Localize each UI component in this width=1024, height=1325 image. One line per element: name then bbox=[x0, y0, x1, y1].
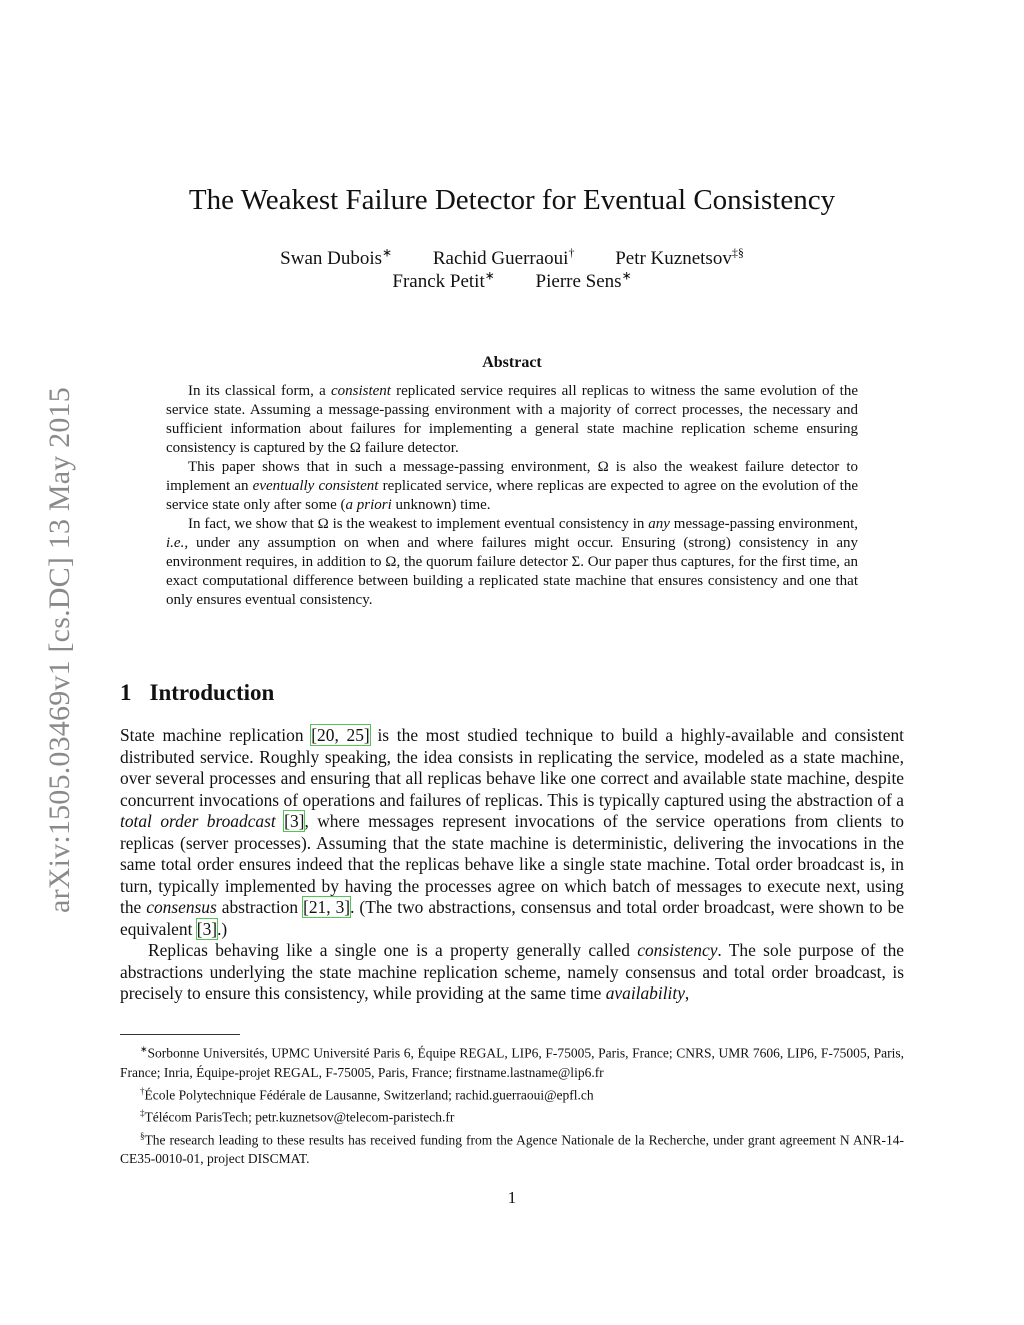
emphasis: eventually consistent bbox=[252, 478, 379, 494]
section-heading bbox=[120, 680, 274, 706]
citation-link[interactable]: [21, 3] bbox=[303, 897, 351, 917]
body-paragraph bbox=[120, 725, 904, 940]
text-run: .) bbox=[217, 918, 228, 939]
text-run: . (The two abstractions, consensus and total order broadcast, were shown to be equivalent bbox=[120, 897, 905, 939]
author-name: Rachid Guerraoui bbox=[432, 248, 569, 270]
paper-title: The Weakest Failure Detector for Eventual Consistency bbox=[188, 184, 836, 216]
text-run: . The sole purpose of the abstractions underlying the state machine replication scheme, namely consensus and total order broadcast, is precisely to ensure this consistency, while providing at the same time bbox=[120, 940, 904, 1003]
footnote-divider bbox=[120, 1034, 240, 1035]
author-mark: ∗ bbox=[621, 269, 632, 283]
abstract-paragraph bbox=[166, 382, 858, 458]
abstract-paragraph bbox=[166, 515, 858, 610]
author-mark: ∗ bbox=[382, 246, 393, 260]
author-name: Swan Dubois bbox=[280, 248, 383, 270]
emphasis: a priori bbox=[345, 497, 392, 513]
footnote-text: École Polytechnique Fédérale de Lausanne, Switzerland; rachid.guerraoui@epfl.ch bbox=[144, 1087, 594, 1102]
abstract-paragraph bbox=[166, 458, 858, 515]
text-run: , under any assumption on when and where failures might occur. Ensuring (strong) consistency in any environment requires, in addition to Ω, the quorum failure detector Σ. Our paper thus captures, for the first time, an exact computational difference between building a replicated state machine that ensures consistency and one that only ensures eventual consistency. bbox=[166, 535, 858, 608]
text-run: In fact, we show that Ω is the weakest to implement eventual consistency in bbox=[188, 516, 649, 532]
body-paragraph bbox=[120, 940, 904, 1005]
arxiv-stamp-text: arXiv:1505.03469v1 [cs.DC] 13 May 2015 bbox=[43, 387, 77, 913]
footnote-text: Télécom ParisTech; petr.kuznetsov@telecom-paristech.fr bbox=[144, 1109, 455, 1125]
text-run: State machine replication bbox=[120, 725, 312, 745]
author-mark: ∗ bbox=[484, 269, 495, 283]
citation-link[interactable]: [3] bbox=[284, 811, 305, 831]
author-mark: † bbox=[568, 246, 575, 260]
footnote-text: The research leading to these results has received funding from the Agence Nationale de la Recherche, under grant agreement N ANR-14-CE35-0010-01, project DISCMAT. bbox=[120, 1132, 904, 1166]
text-run: In its classical form, a bbox=[188, 383, 331, 399]
arxiv-stamp bbox=[40, 340, 80, 960]
author-name: Pierre Sens bbox=[535, 271, 622, 293]
footnote bbox=[120, 1082, 904, 1105]
body-text bbox=[120, 725, 904, 1005]
text-run: replicated service requires all replicas to witness the same evolution of the service state. Assuming a message-passing environment with a majority of correct processes, the necessary and sufficient information about failures for implementing a general state machine replication scheme ensuring consistency is captured by the Ω failure detector. bbox=[166, 383, 859, 456]
text-run: message-passing environment, bbox=[669, 516, 858, 532]
text-run: unknown) time. bbox=[391, 497, 491, 513]
text-run: replicated service, where replicas are expected to agree on the evolution of the service state only after some ( bbox=[166, 478, 858, 513]
author-name: Petr Kuznetsov bbox=[615, 248, 732, 270]
footnote bbox=[120, 1040, 904, 1082]
text-run: is the most studied technique to build a highly-available and consistent distributed service. Roughly speaking, the idea consists in replicating the service, modeled as a state machine, over several processes and ensuring that all replicas behave like one correct and available state machine, despite concurrent invocations of operations and failures of replicas. This is typically captured using the abstraction of a bbox=[120, 725, 904, 810]
footnote-mark: ‡ bbox=[140, 1108, 145, 1118]
emphasis: any bbox=[648, 516, 670, 532]
author-petit bbox=[392, 271, 494, 292]
author-mark: ‡§ bbox=[731, 246, 744, 260]
emphasis: consistency bbox=[637, 940, 718, 960]
text-run: abstraction bbox=[216, 897, 304, 917]
footnote-mark: † bbox=[140, 1085, 145, 1096]
emphasis: i.e. bbox=[166, 535, 185, 551]
text-run: , bbox=[684, 983, 690, 1003]
abstract bbox=[166, 352, 858, 610]
emphasis: availability bbox=[605, 983, 685, 1003]
author-sens bbox=[536, 271, 632, 292]
text-run: This paper shows that in such a message-passing environment, Ω is also the weakest failure detector to implement an bbox=[166, 459, 858, 494]
page-number: 1 bbox=[507, 1188, 517, 1207]
citation-link[interactable]: [20, 25] bbox=[311, 725, 370, 745]
text-run: , where messages represent invocations of the service operations from clients to replicas (server processes). Assuming that the state machine is deterministic, delivering the invocations in the same total order ensures indeed that the replicas behave like a single state machine. Total order broadcast is, in turn, typically implemented by having the processes agree on which batch of messages to execute next, using the bbox=[120, 811, 904, 917]
author-name: Franck Petit bbox=[392, 271, 485, 293]
footnote-mark: § bbox=[140, 1130, 145, 1141]
footnote-text: Sorbonne Universités, UPMC Université Paris 6, Équipe REGAL, LIP6, F-75005, Paris, France; CNRS, UMR 7606, LIP6, F-75005, Paris, France; Inria, Équipe-projet REGAL, F-75005, Paris, France; firstname.lastname@lip6.fr bbox=[120, 1045, 904, 1080]
emphasis: consensus bbox=[146, 897, 217, 917]
abstract-heading: Abstract bbox=[482, 354, 542, 371]
footnotes bbox=[120, 1040, 904, 1168]
footnote bbox=[120, 1104, 904, 1127]
text-run: Replicas behaving like a single one is a property generally called bbox=[148, 940, 638, 960]
footnote-mark: ∗ bbox=[140, 1044, 148, 1054]
footnote bbox=[120, 1127, 904, 1169]
emphasis: total order broadcast bbox=[120, 811, 276, 831]
author-line-2 bbox=[120, 264, 904, 294]
text-run bbox=[276, 811, 284, 831]
section-title: Introduction bbox=[149, 680, 275, 705]
emphasis: consistent bbox=[330, 383, 391, 399]
section-number: 1 bbox=[120, 680, 132, 705]
citation-link[interactable]: [3] bbox=[196, 918, 218, 939]
